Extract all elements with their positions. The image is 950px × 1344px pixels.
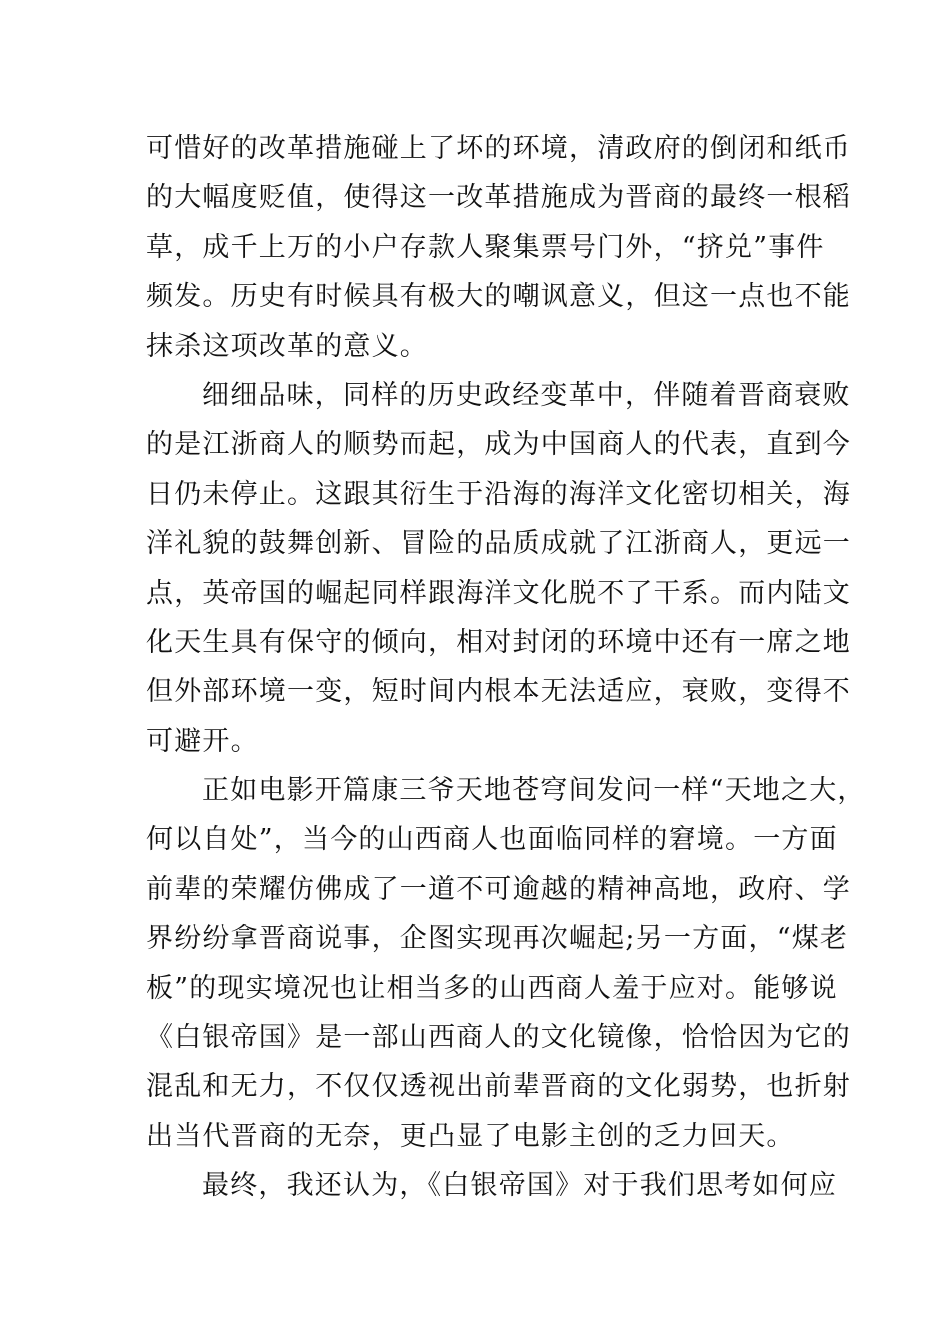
paragraph-3-line-1: 正如电影开篇康三爷天地苍穹间发问一样“天地之大， <box>202 775 866 807</box>
paragraph-3-line-8: 出当代晋商的无奈，更凸显了电影主创的乏力回天。 <box>146 1120 795 1152</box>
paragraph-1-line-4: 频发。历史有时候具有极大的嘲讽意义，但这一点也不能 <box>146 281 851 313</box>
paragraph-1-line-2: 的大幅度贬值，使得这一改革措施成为晋商的最终一根稻 <box>146 182 851 214</box>
paragraph-1-line-5: 抹杀这项改革的意义。 <box>146 330 428 362</box>
paragraph-2-line-3: 日仍未停止。这跟其衍生于沿海的海洋文化密切相关，海 <box>146 478 851 510</box>
paragraph-3-line-5: 板”的现实境况也让相当多的山西商人羞于应对。能够说 <box>146 972 838 1004</box>
paragraph-3-line-7: 混乱和无力，不仅仅透视出前辈晋商的文化弱势，也折射 <box>146 1071 851 1103</box>
paragraph-4-line-1: 最终，我还认为，《白银帝国》对于我们思考如何应 <box>202 1170 838 1202</box>
paragraph-2-line-8: 可避开。 <box>146 725 259 757</box>
paragraph-2-line-6: 化天生具有保守的倾向，相对封闭的环境中还有一席之地 <box>146 626 851 658</box>
paragraph-2-line-2: 的是江浙商人的顺势而起，成为中国商人的代表，直到今 <box>146 429 851 461</box>
paragraph-2-line-1: 细细品味，同样的历史政经变革中，伴随着晋商衰败 <box>202 379 851 411</box>
body-text <box>146 124 866 1211</box>
paragraph-1-line-3: 草，成千上万的小户存款人聚集票号门外，“挤兑”事件 <box>146 231 825 263</box>
paragraph-2-line-4: 洋礼貌的鼓舞创新、冒险的品质成就了江浙商人，更远一 <box>146 528 851 560</box>
paragraph-3-line-4: 界纷纷拿晋商说事，企图实现再次崛起;另一方面，“煤老 <box>146 923 849 955</box>
paragraph-3-line-2: 何以自处”，当今的山西商人也面临同样的窘境。一方面 <box>146 824 838 856</box>
paragraph-2-line-7: 但外部环境一变，短时间内根本无法适应，衰败，变得不 <box>146 676 851 708</box>
paragraph-3-line-6: 《白银帝国》是一部山西商人的文化镜像，恰恰因为它的 <box>146 1022 851 1054</box>
paragraph-1-line-1: 可惜好的改革措施碰上了坏的环境，清政府的倒闭和纸币 <box>146 133 851 164</box>
paragraph-3-line-3: 前辈的荣耀仿佛成了一道不可逾越的精神高地，政府、学 <box>146 873 851 905</box>
paragraph-2-line-5: 点，英帝国的崛起同样跟海洋文化脱不了干系。而内陆文 <box>146 577 851 609</box>
